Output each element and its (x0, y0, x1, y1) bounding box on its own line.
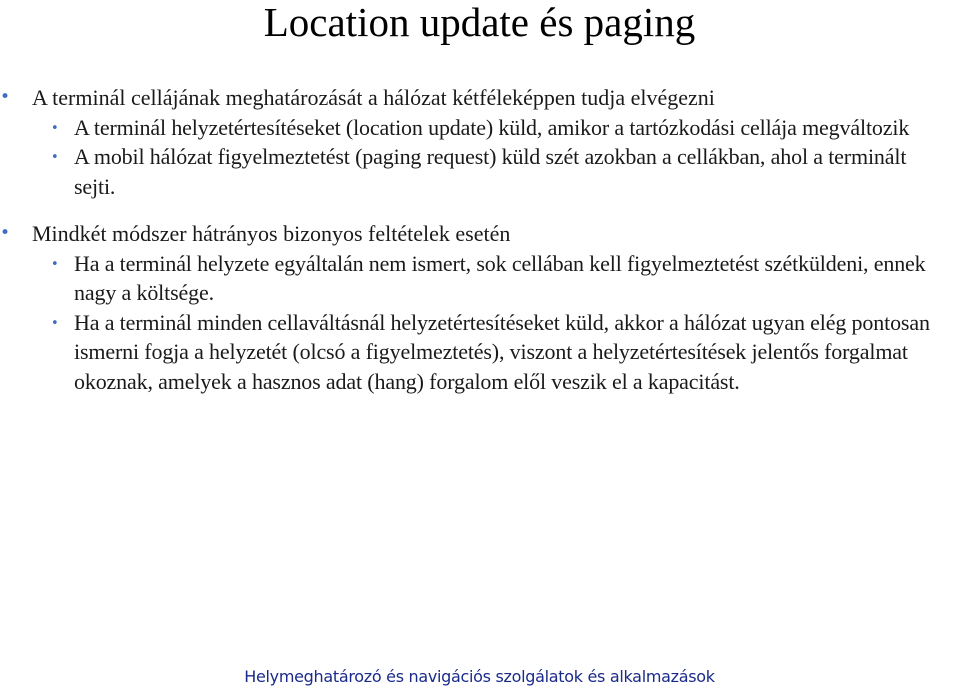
bullet-icon: • (0, 223, 11, 243)
bullet-text: Ha a terminál helyzete egyáltalán nem ismert, sok cellában kell figyelmeztetést szétküldeni, ennek nagy a költsége. (74, 250, 926, 305)
sub-bullet-item-unknown-position (0, 249, 959, 308)
bullet-icon: • (0, 87, 11, 107)
sub-bullet-item-paging-request (0, 142, 959, 201)
bullet-item-disadvantages (0, 219, 959, 249)
bullet-text: A terminál helyzetértesítéseket (location update) küld, amikor a tartózkodási cellája megváltozik (74, 114, 910, 140)
slide-title: Location update és paging (263, 0, 696, 45)
slide-body (0, 83, 959, 396)
bullet-text: A terminál cellájának meghatározását a hálózat kétféleképpen tudja elvégezni (32, 85, 715, 110)
bullet-text: Ha a terminál minden cellaváltásnál helyzetértesítéseket küld, akkor a hálózat ugyan elég pontosan ismerni fogja a helyzetét (olcsó a figyelmeztetés), viszont a helyzetértesítések jelentős forgalmat okoznak, amelyek a hasznos adat (hang) forgalom elől veszik el a kapacitást. (74, 309, 930, 394)
sub-bullet-item-frequent-updates (0, 308, 959, 397)
sub-bullet-item-location-update (0, 113, 959, 143)
bullet-icon: • (51, 120, 59, 136)
bullet-icon: • (51, 150, 59, 165)
bullet-text: Mindkét módszer hátrányos bizonyos feltételek esetén (32, 221, 511, 246)
section-spacer (0, 201, 959, 219)
slide-footer: Helymeghatározó és navigációs szolgálatok és alkalmazások (244, 667, 715, 686)
bullet-text: A mobil hálózat figyelmeztetést (paging request) küld szét azokban a cellákban, ahol a terminált sejti. (74, 144, 907, 199)
bullet-icon: • (51, 256, 59, 272)
bullet-icon: • (51, 315, 59, 331)
bullet-item-determination (0, 83, 959, 113)
